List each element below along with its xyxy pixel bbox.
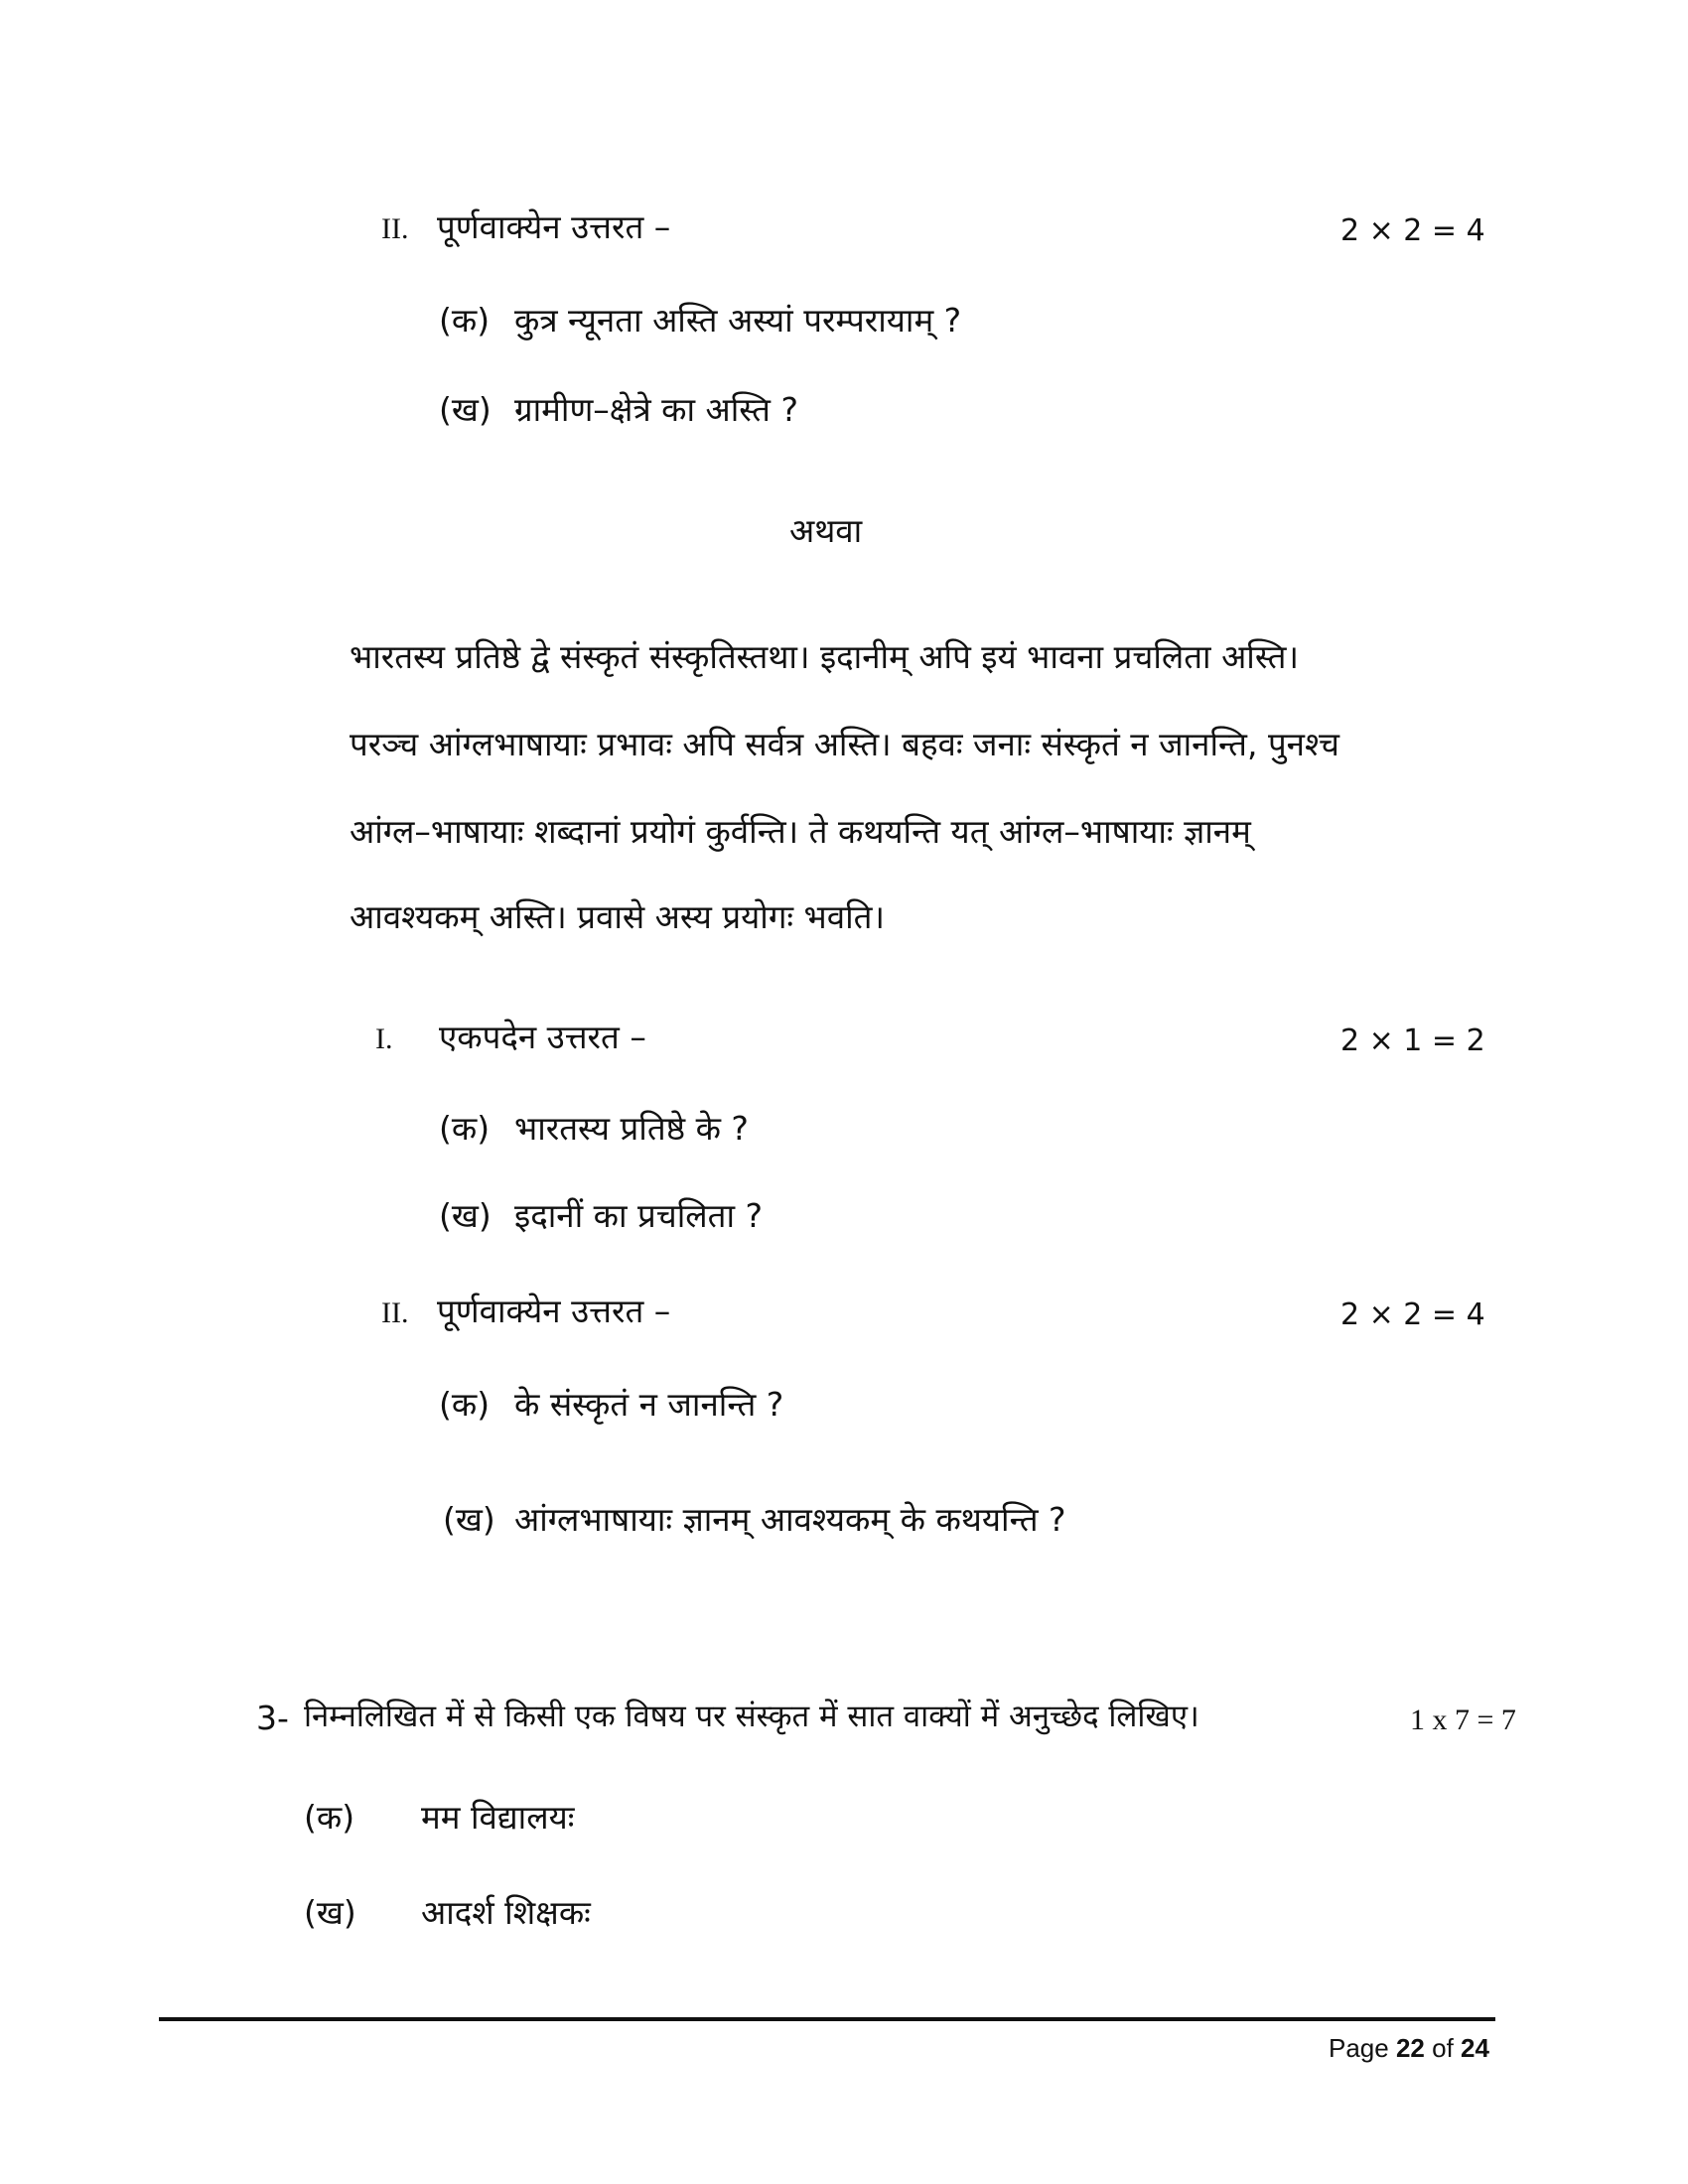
option-label: (ख)	[304, 1893, 356, 1932]
total-pages: 24	[1461, 2033, 1489, 2063]
question-text: निम्नलिखित में से किसी एक विषय पर संस्कृत में सात वाक्यों में अनुच्छेद लिखिए।	[304, 1699, 1199, 1734]
option-text: आदर्श शिक्षकः	[421, 1893, 591, 1932]
item-label: (ख)	[443, 1500, 495, 1539]
item-text: भारतस्य प्रतिष्ठे के ?	[514, 1109, 749, 1148]
passage	[350, 633, 1462, 936]
item-label: (क)	[439, 301, 491, 340]
current-page: 22	[1395, 2033, 1425, 2063]
item-text: ग्रामीण–क्षेत्रे का अस्ति ?	[514, 390, 798, 429]
passage-line: परञ्च आंग्लभाषायाः प्रभावः अपि सर्वत्र अस्ति। बहवः जनाः संस्कृतं न जानन्ति, पुनश्च	[350, 725, 1339, 763]
subquestion-number: II.	[381, 212, 409, 245]
footer-divider	[159, 2017, 1495, 2021]
item-label: (क)	[439, 1109, 491, 1148]
passage-line: आवश्यकम् अस्ति। प्रवासे अस्य प्रयोगः भवति।	[350, 897, 885, 936]
item-label: (ख)	[439, 1196, 492, 1235]
subquestion-prompt: पूर्णवाक्येन उत्तरत –	[437, 207, 671, 246]
question-number: 3-	[256, 1699, 289, 1737]
option-label: (क)	[304, 1798, 355, 1837]
page-word: Page	[1329, 2033, 1389, 2063]
marks-label: 1 x 7 = 7	[1410, 1704, 1516, 1736]
subquestion-prompt: पूर्णवाक्येन उत्तरत –	[437, 1292, 671, 1330]
item-text: के संस्कृतं न जानन्ति ?	[514, 1385, 784, 1424]
marks-label: 2 × 2 = 4	[1340, 1297, 1485, 1332]
marks-label: 2 × 1 = 2	[1340, 1024, 1485, 1058]
passage-line: भारतस्य प्रतिष्ठे द्वे संस्कृतं संस्कृतिस्तथा। इदानीम् अपि इयं भावना प्रचलिता अस्ति।	[350, 637, 1300, 676]
of-word: of	[1432, 2033, 1454, 2063]
or-separator: अथवा	[789, 511, 863, 550]
item-label: (ख)	[439, 390, 492, 429]
subquestion-number: I.	[375, 1023, 393, 1055]
subquestion-prompt: एकपदेन उत्तरत –	[439, 1018, 646, 1056]
item-text: आंग्लभाषायाः ज्ञानम् आवश्यकम् के कथयन्ति ?	[514, 1500, 1066, 1539]
passage-line: आंग्ल–भाषायाः शब्दानां प्रयोगं कुर्वन्ति। ते कथयन्ति यत् आंग्ल–भाषायाः ज्ञानम्	[350, 812, 1251, 851]
item-text: इदानीं का प्रचलिता ?	[514, 1196, 764, 1235]
option-text: मम विद्यालयः	[421, 1798, 575, 1837]
item-text: कुत्र न्यूनता अस्ति अस्यां परम्परायाम् ?	[514, 301, 962, 340]
item-label: (क)	[439, 1385, 491, 1424]
subquestion-number: II.	[381, 1297, 409, 1329]
marks-label: 2 × 2 = 4	[1340, 213, 1485, 248]
page-number	[1329, 2033, 1489, 2064]
